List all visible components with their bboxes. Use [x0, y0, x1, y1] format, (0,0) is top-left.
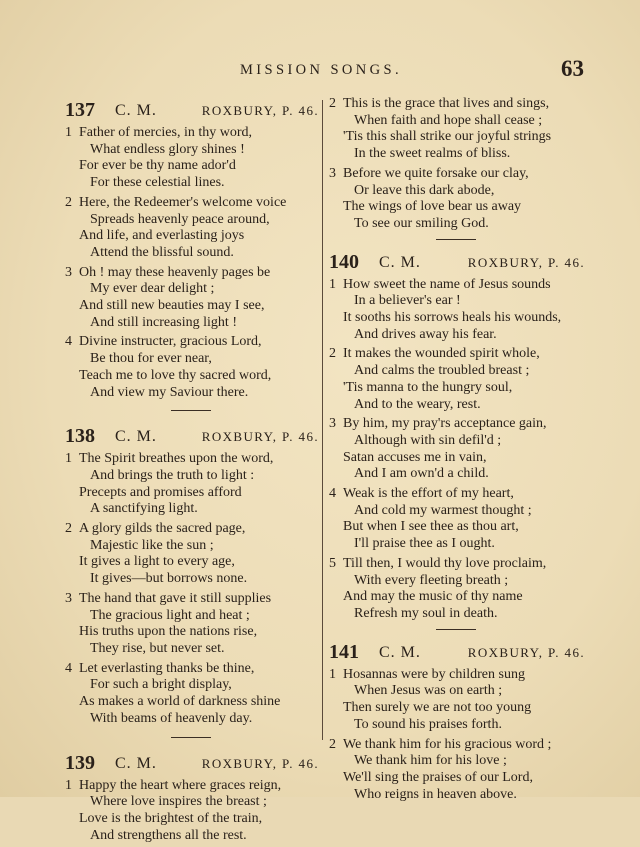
verse-line: As makes a world of darkness shine [79, 694, 281, 710]
verse-line: And calms the troubled breast ; [354, 363, 530, 379]
verse-line: Spreads heavenly peace around, [90, 211, 270, 227]
verse-line: We thank him for his love ; [354, 753, 507, 769]
verse-line: And life, and everlasting joys [79, 228, 245, 244]
verse-line: And may the music of thy name [343, 589, 523, 605]
verse-line: For ever be thy name ador'd [79, 158, 236, 174]
verse-line: Happy the heart where graces reign, [79, 777, 282, 793]
verse-line: A glory gilds the sacred page, [79, 521, 246, 537]
verse-line: What endless glory shines ! [90, 141, 245, 157]
verse-line: Refresh my soul in death. [354, 605, 498, 621]
stanza [327, 416, 585, 483]
verse-line: They rise, but never set. [90, 640, 225, 656]
stanza [63, 195, 319, 262]
verse-line: Let everlasting thanks be thine, [79, 660, 255, 676]
verse-number: 4 [329, 486, 336, 502]
verse-line: How sweet the name of Jesus sounds [343, 276, 551, 292]
verse-line: I'll praise thee as I ought. [354, 536, 495, 552]
hymn-139-continued [327, 96, 585, 233]
hymn-number: 139 [65, 751, 95, 774]
verse-number: 3 [65, 590, 72, 606]
verse-number: 2 [65, 194, 72, 210]
verse-number: 2 [329, 346, 336, 362]
verse-line: To sound his praises forth. [354, 716, 502, 732]
verse-line: Although with sin defil'd ; [354, 432, 502, 448]
verse-number: 2 [329, 736, 336, 752]
hymn-divider [171, 737, 211, 738]
verse-line: Majestic like the sun ; [90, 537, 214, 553]
hymn-number: 141 [329, 640, 359, 663]
verse-line: It sooths his sorrows heals his wounds, [343, 310, 562, 326]
verse-line: Who reigns in heaven above. [354, 786, 517, 802]
verse-number: 4 [65, 660, 72, 676]
verse-line: Teach me to love thy sacred word, [79, 367, 272, 383]
verse-line: And strengthens all the rest. [90, 827, 247, 843]
verse-line: Here, the Redeemer's welcome voice [79, 194, 287, 210]
verse-line: To see our smiling God. [354, 215, 489, 231]
verse-line: Till then, I would thy love proclaim, [343, 555, 547, 571]
hymn-140 [327, 250, 585, 623]
verse-line: And still increasing light ! [90, 314, 237, 330]
stanza [63, 265, 319, 332]
verse-line: We'll sing the praises of our Lord, [343, 769, 533, 785]
verse-line: In a believer's ear ! [354, 293, 461, 309]
hymn-number: 138 [65, 425, 95, 448]
verse-line: When Jesus was on earth ; [354, 683, 503, 699]
verse-number: 2 [65, 521, 72, 537]
verse-line: Oh ! may these heavenly pages be [79, 264, 271, 280]
verse-line: My ever dear delight ; [90, 281, 215, 297]
hymn-137 [63, 98, 319, 401]
hymn-meter: C. M. [115, 102, 157, 119]
stanza [63, 591, 319, 658]
verse-line: Satan accuses me in vain, [343, 449, 487, 465]
verse-line: Father of mercies, in thy word, [79, 125, 253, 140]
stanza [63, 661, 319, 728]
verse-line: Divine instructer, gracious Lord, [79, 334, 262, 350]
verse-line: 'Tis this shall strike our joyful strings [343, 129, 552, 145]
hymn-138 [63, 424, 319, 727]
verse-line: Where love inspires the breast ; [90, 794, 267, 810]
hymn-number: 137 [65, 99, 95, 121]
verse-number: 1 [329, 666, 336, 682]
verse-line: And cold my warmest thought ; [354, 502, 532, 518]
column-divider [322, 100, 323, 740]
verse-line: The hand that gave it still supplies [79, 590, 272, 606]
verse-line: Be thou for ever near, [90, 351, 212, 367]
page-header [0, 56, 640, 86]
verse-line: It gives a light to every age, [79, 554, 235, 570]
verse-line: A sanctifying light. [90, 501, 198, 517]
verse-line: And brings the truth to light : [90, 467, 255, 483]
stanza [63, 125, 319, 192]
verse-line: Before we quite forsake our clay, [343, 165, 529, 181]
verse-line: This is the grace that lives and sings, [343, 96, 550, 111]
verse-number: 1 [65, 777, 72, 793]
page-number: 63 [561, 56, 584, 81]
verse-number: 3 [329, 416, 336, 432]
verse-line: With beams of heavenly day. [90, 710, 253, 726]
verse-line: By him, my pray'rs acceptance gain, [343, 416, 547, 432]
verse-line: The wings of love bear us away [343, 199, 522, 215]
verse-line: And still new beauties may I see, [79, 298, 265, 314]
verse-line: And to the weary, rest. [354, 396, 481, 412]
hymn-divider [436, 629, 476, 630]
hymn-number: 140 [329, 250, 359, 273]
verse-line: For such a bright display, [90, 677, 232, 693]
verse-line: Then surely we are not too young [343, 700, 532, 716]
hymn-tune: ROXBURY, P. 46. [201, 103, 319, 118]
hymn-heading [327, 640, 585, 667]
verse-line: Precepts and promises afford [79, 484, 242, 500]
verse-line: With every fleeting breath ; [354, 572, 509, 588]
verse-number: 4 [65, 334, 72, 350]
verse-number: 1 [65, 125, 72, 140]
verse-line: And I am own'd a child. [354, 466, 489, 482]
hymn-divider [436, 239, 476, 240]
verse-number: 5 [329, 555, 336, 571]
left-column [63, 96, 319, 847]
stanza [327, 486, 585, 553]
stanza [63, 521, 319, 588]
verse-line: Hosannas were by children sung [343, 666, 525, 682]
hymn-meter: C. M. [379, 253, 421, 271]
hymn-141 [327, 640, 585, 804]
verse-number: 3 [65, 264, 72, 280]
verse-line: Attend the blissful sound. [90, 244, 234, 260]
verse-line: And view my Saviour there. [90, 384, 249, 400]
verse-line: The Spirit breathes upon the word, [79, 451, 274, 467]
hymn-tune: ROXBURY, P. 46. [467, 254, 585, 270]
verse-line: Or leave this dark abode, [354, 182, 495, 198]
verse-line: In the sweet realms of bliss. [354, 146, 511, 162]
hymn-heading [327, 250, 585, 277]
stanza [327, 96, 585, 163]
hymn-divider [171, 410, 211, 411]
verse-number: 1 [329, 276, 336, 292]
stanza [63, 334, 319, 401]
right-column [327, 96, 585, 806]
hymn-tune: ROXBURY, P. 46. [467, 644, 585, 660]
hymn-meter: C. M. [115, 754, 157, 772]
stanza [63, 778, 319, 845]
verse-line: It makes the wounded spirit whole, [343, 346, 540, 362]
verse-line: Love is the brightest of the train, [79, 810, 263, 826]
verse-line: The gracious light and heat ; [90, 607, 250, 623]
verse-number: 1 [65, 451, 72, 467]
verse-line: When faith and hope shall cease ; [354, 112, 543, 128]
verse-line: His truths upon the nations rise, [79, 624, 258, 640]
stanza [327, 667, 585, 734]
verse-line: But when I see thee as thou art, [343, 519, 519, 535]
verse-line: For these celestial lines. [90, 175, 225, 191]
hymn-meter: C. M. [115, 428, 157, 446]
stanza [327, 166, 585, 233]
stanza [327, 346, 585, 413]
verse-number: 3 [329, 165, 336, 181]
running-title: MISSION SONGS. [240, 62, 403, 78]
hymn-heading [63, 98, 319, 125]
verse-line: And drives away his fear. [354, 326, 497, 342]
verse-number: 2 [329, 96, 336, 111]
stanza [327, 737, 585, 804]
stanza [327, 556, 585, 623]
verse-line: 'Tis manna to the hungry soul, [343, 379, 513, 395]
hymn-heading [63, 424, 319, 451]
verse-line: We thank him for his gracious word ; [343, 736, 552, 752]
verse-line: Weak is the effort of my heart, [343, 486, 514, 502]
verse-line: It gives—but borrows none. [90, 571, 248, 587]
hymn-tune: ROXBURY, P. 46. [201, 429, 319, 445]
hymn-meter: C. M. [379, 643, 421, 661]
hymn-tune: ROXBURY, P. 46. [201, 755, 319, 771]
hymn-139 [63, 751, 319, 845]
stanza [327, 277, 585, 344]
hymn-heading [63, 751, 319, 778]
stanza [63, 451, 319, 518]
